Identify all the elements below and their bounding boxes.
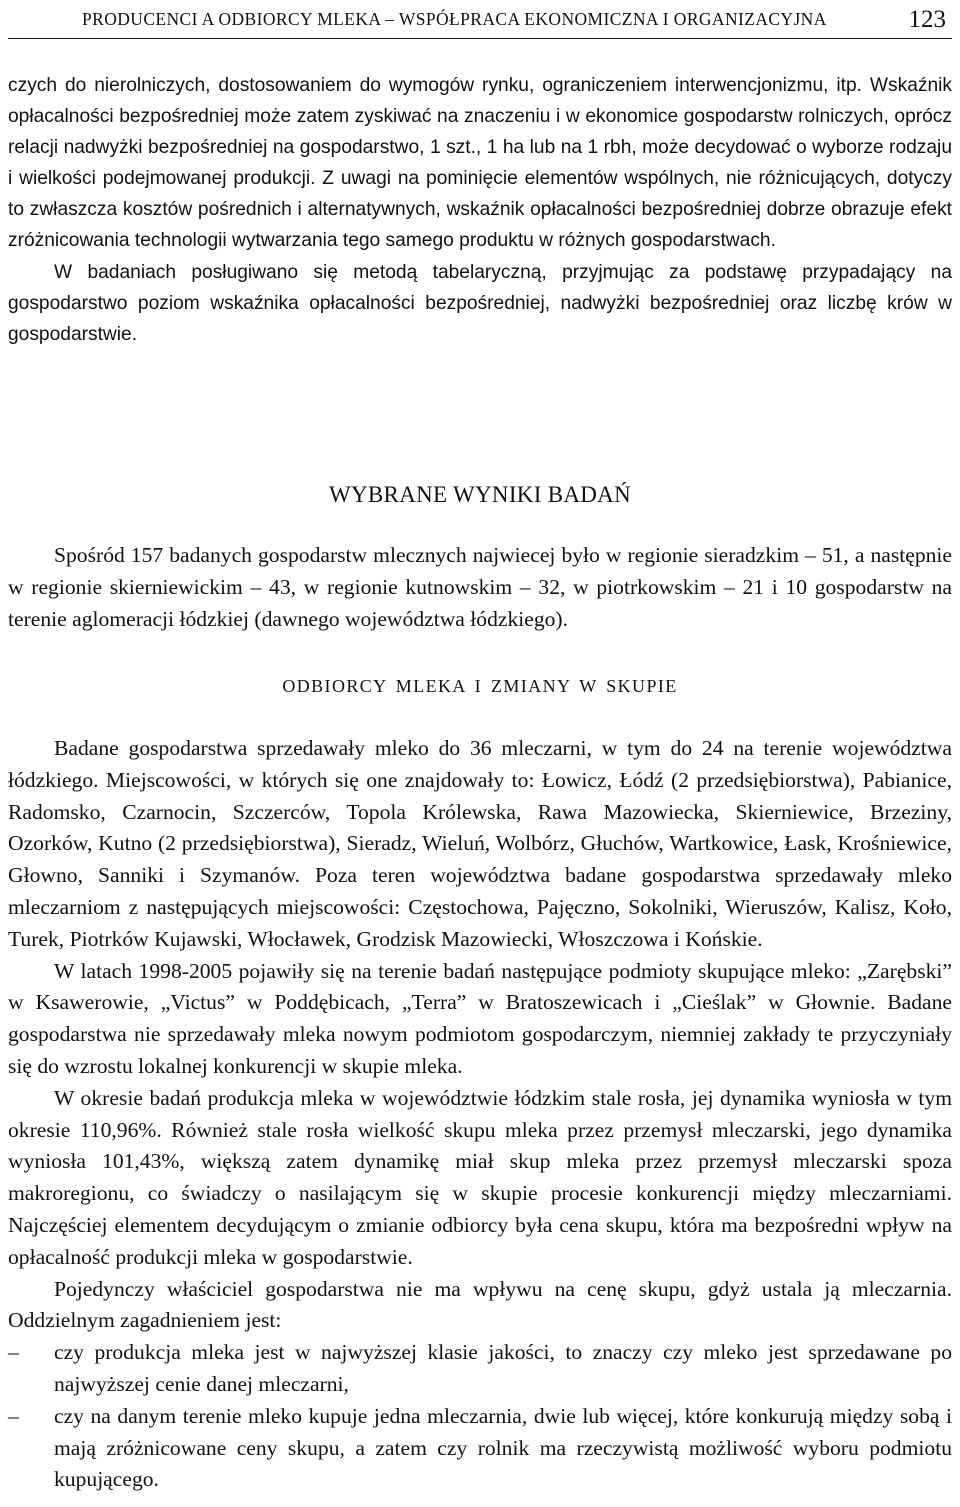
running-header-title: PRODUCENCI A ODBIORCY MLEKA – WSPÓŁPRACA EKONOMICZNA I ORGANIZACYJNA xyxy=(82,9,827,29)
list-item xyxy=(8,1337,952,1401)
running-header xyxy=(8,4,952,39)
section-heading-results: WYBRANE WYNIKI BADAŃ xyxy=(329,482,631,507)
intro-section xyxy=(8,70,952,350)
page-number: 123 xyxy=(908,6,946,33)
body-paragraph: czych do nierolniczych, dostosowaniem do wymogów rynku, ograniczeniem interwencjonizmu, itp. Wskaźnik opłacalności bezpośredniej może zatem zyskiwać na znaczeniu i w ekonomice gospodarstw rolniczych, oprócz relacji nadwyżki bezpośredniej na gospodarstwo, 1 szt., 1 ha lub na 1 rbh, może decydować o wyborze rodzaju i wielkości podejmowanej produkcji. Z uwagi na pominięcie elementów wspólnych, nie różnicujących, dotyczy to zwłaszcza kosztów pośrednich i alternatywnych, wskaźnik opłacalności bezpośredniej dobrze obrazuje efekt zróżnicowania technologii wytwarzania tego samego produktu w różnych gospodarstwach. xyxy=(8,75,952,252)
body-paragraph: Spośród 157 badanych gospodarstw mlecznych najwiecej było w regionie sieradzkim – 51, a następnie w regionie skierniewickim – 43, w regionie kutnowskim – 32, w piotrkowskim – 21 i 10 gospodarstw na terenie aglomeracji łódzkiej (dawnego województwa łódzkiego). xyxy=(8,543,952,631)
body-paragraph: W okresie badań produkcja mleka w województwie łódzkim stale rosła, jej dynamika wyniosła w tym okresie 110,96%. Również stale rosła wielkość skupu mleka przez przemysł mleczarski, jego dynamika wyniosła 101,43%, większą zatem dynamikę miał skup mleka przez przemysł mleczarski spoza makroregionu, co świadczy o nasilającym się w skupie procesie konkurencji między mleczarniami. Najczęściej elementem decydującym o zmianie odbiorcy była cena skupu, która ma bezpośredni wpływ na opłacalność produkcji mleka w gospodarstwie. xyxy=(8,1085,952,1269)
list-item-text: czy produkcja mleka jest w najwyższej klasie jakości, to znaczy czy mleko jest sprzedawane po najwyższej cenie danej mleczarni, xyxy=(54,1340,952,1396)
body-paragraph: Pojedynczy właściciel gospodarstwa nie ma wpływu na cenę skupu, gdyż ustala ją mleczarnia. Oddzielnym zagadnieniem jest: xyxy=(8,1276,952,1333)
list-item xyxy=(8,1401,952,1496)
body-paragraph: W badaniach posługiwano się metodą tabelaryczną, przyjmując za podstawę przypadający na gospodarstwo poziom wskaźnika opłacalności bezpośredniej, nadwyżki bezpośredniej oraz liczbę krów w gospodarstwie. xyxy=(8,261,952,345)
results-section xyxy=(8,540,952,635)
buyers-section xyxy=(8,733,952,1496)
body-paragraph: Badane gospodarstwa sprzedawały mleko do 36 mleczarni, w tym do 24 na terenie województwa łódzkiego. Miejscowości, w których się one znajdowały to: Łowicz, Łódź (2 przedsiębiorstwa), Pabianice, Radomsko, Czarnocin, Szczerców, Topola Królewska, Rawa Mazowiecka, Skierniewice, Brzeziny, Ozorków, Kutno (2 przedsiębiorstwa), Sieradz, Wieluń, Wolbórz, Głuchów, Wartkowice, Łask, Krośniewice, Głowno, Sanniki i Szymanów. Poza teren województwa badane gospodarstwa sprzedawały mleko mleczarniom z następujących miejscowości: Częstochowa, Pajęczno, Sokolniki, Wieruszów, Kalisz, Koło, Turek, Piotrków Kujawski, Włocławek, Grodzisk Mazowiecki, Włoszczowa i Końskie. xyxy=(8,736,952,951)
list-item-text: czy na danym terenie mleko kupuje jedna mleczarnia, dwie lub więcej, które konkurują między sobą i mają zróżnicowane ceny skupu, a zatem czy rolnik ma rzeczywistą możliwość wyboru podmiotu kupującego. xyxy=(54,1403,952,1492)
body-paragraph: W latach 1998-2005 pojawiły się na terenie badań następujące podmioty skupujące mleko: „Zarębski” w Ksawerowie, „Victus” w Poddębicach, „Terra” w Bratoszewicach i „Cieślak” w Głownie. Badane gospodarstwa nie sprzedawały mleka nowym podmiotom gospodarczym, niemniej zakłady te przyczyniały się do wzrostu lokalnej konkurencji w skupie mleka. xyxy=(8,958,952,1078)
section-heading-buyers: ODBIORCY MLEKA I ZMIANY W SKUPIE xyxy=(282,676,678,696)
list-dash: – xyxy=(8,1403,19,1428)
list-dash: – xyxy=(8,1340,19,1365)
